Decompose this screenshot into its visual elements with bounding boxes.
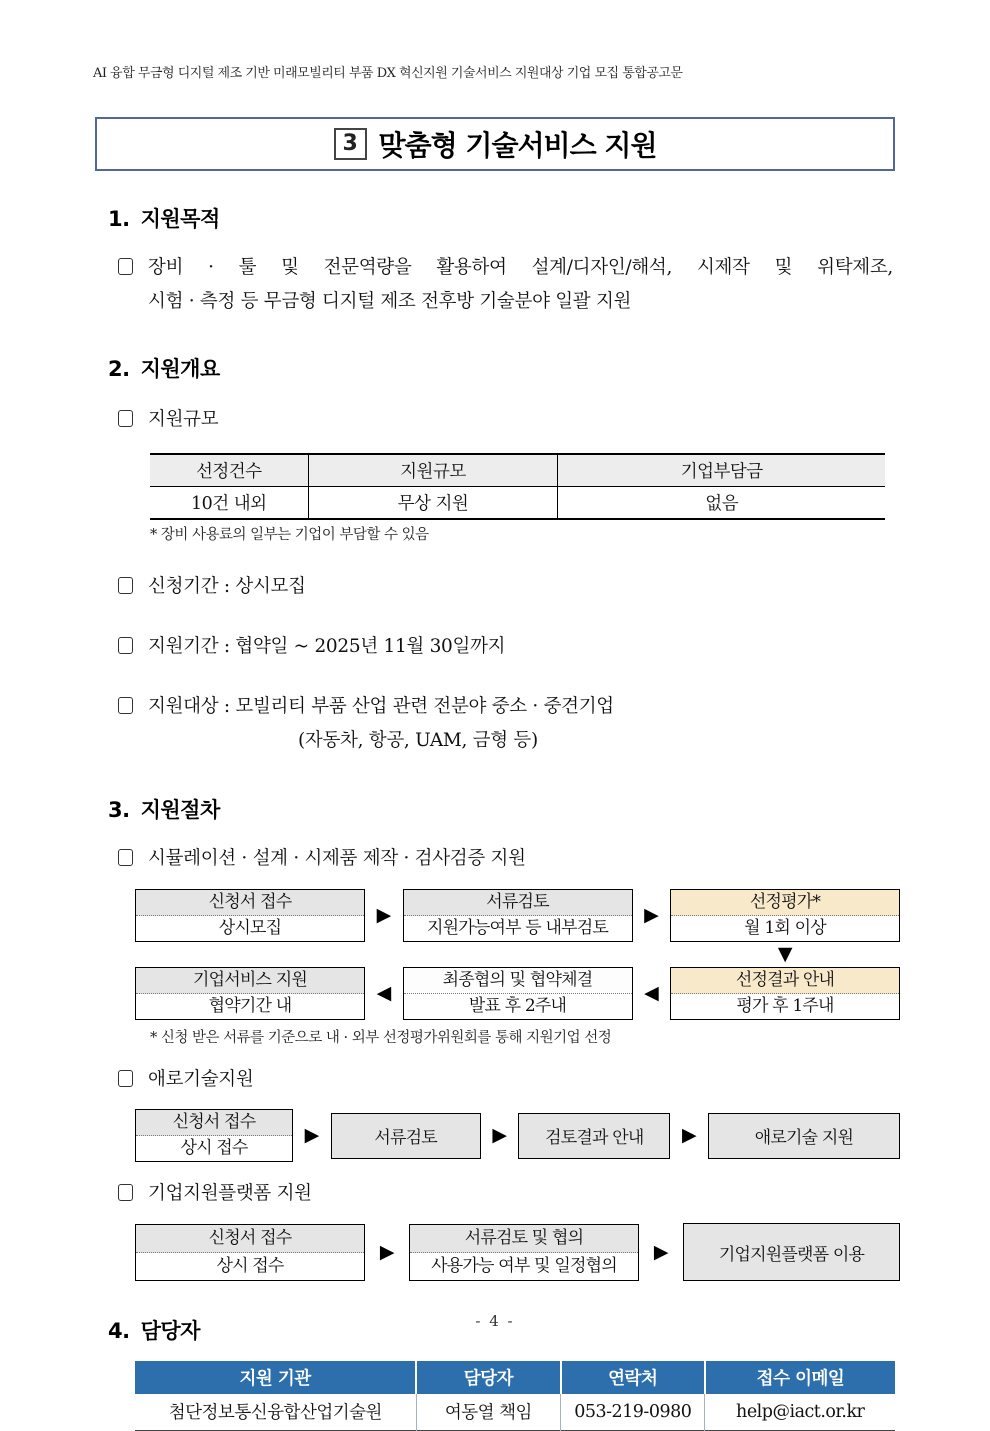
flow-box-platform-use: 기업지원플랫폼 이용 — [683, 1223, 900, 1281]
table-header-cell: 기업부담금 — [558, 454, 885, 487]
flow-box-desc: 상시모집 — [136, 916, 364, 941]
title-box — [95, 117, 895, 171]
arrow-right-icon: ▶ — [492, 1124, 507, 1146]
bullet-support-target — [118, 690, 990, 758]
square-bullet-icon — [118, 637, 133, 654]
support-scale-label: 지원규모 — [148, 409, 219, 430]
page-number: - 4 - — [475, 1312, 515, 1330]
section-4-number: 4. — [108, 1319, 130, 1343]
arrow-down-icon: ▼ — [777, 943, 793, 965]
contact-phone: 053-219-0980 — [561, 1394, 705, 1431]
square-bullet-icon — [118, 697, 133, 714]
page-title: 맞춤형 기술서비스 지원 — [378, 129, 657, 162]
flow-box-title: 신청서 접수 — [136, 1110, 292, 1136]
flow-row-3 — [135, 1109, 900, 1162]
table-header-cell: 지원규모 — [308, 454, 558, 487]
flow-box-title: 선정평가* — [671, 890, 899, 916]
table-cell: 없음 — [558, 487, 885, 520]
support-period-text: 지원기간 : 협약일 ~ 2025년 11월 30일까지 — [148, 636, 506, 657]
contact-email: help@iact.or.kr — [705, 1394, 895, 1431]
square-bullet-icon — [118, 849, 133, 866]
flow-box-desc: 평가 후 1주내 — [671, 994, 899, 1019]
flow-box-desc: 사용가능 여부 및 일정협의 — [410, 1253, 638, 1280]
support-scale-table — [150, 453, 885, 520]
section-2-title: 지원개요 — [140, 357, 220, 381]
flow-box-desc: 협약기간 내 — [136, 994, 364, 1019]
flow-down-connector — [135, 945, 900, 964]
section-4-title: 담당자 — [140, 1319, 200, 1343]
section-2-heading — [108, 353, 990, 383]
support-target-text — [148, 690, 893, 758]
arrow-right-icon: ▶ — [379, 1240, 395, 1263]
bullet-support-period — [118, 630, 990, 664]
flow-box-result-notice — [670, 967, 900, 1020]
contact-institution: 첨단정보통신융합산업기술원 — [135, 1394, 416, 1431]
square-bullet-icon — [118, 1070, 133, 1087]
flow-box-desc: 월 1회 이상 — [671, 916, 899, 941]
flow-box-title: 서류검토 — [404, 890, 632, 916]
flow-box-desc: 지원가능여부 등 내부검토 — [404, 916, 632, 941]
support-purpose-text — [148, 251, 893, 319]
table-header-row — [135, 1361, 895, 1394]
table-footnote: * 장비 사용료의 일부는 기업이 부담할 수 있음 — [150, 527, 429, 543]
square-bullet-icon — [118, 577, 133, 594]
flow-box-difficulty-support: 애로기술 지원 — [708, 1113, 900, 1159]
flow-box-application-receipt — [135, 1109, 293, 1162]
flow-footnote: * 신청 받은 서류를 기준으로 내 · 외부 선정평가위원회를 통해 지원기업 선정 — [150, 1030, 612, 1046]
flow-row-1 — [135, 889, 900, 942]
purpose-line-1: 장비 · 툴 및 전문역량을 활용하여 설계/디자인/해석, 시제작 및 위탁제조, — [148, 257, 893, 278]
arrow-right-icon: ▶ — [304, 1124, 319, 1146]
simulation-support-label: 시뮬레이션 · 설계 · 시제품 제작 · 검사검증 지원 — [148, 848, 526, 869]
square-bullet-icon — [118, 1184, 133, 1201]
bullet-technical-difficulty-support — [118, 1063, 990, 1097]
arrow-right-icon: ▶ — [644, 904, 659, 926]
square-bullet-icon — [118, 410, 133, 427]
flow-box-desc: 발표 후 2주내 — [404, 994, 632, 1019]
flow-box-document-review: 서류검토 — [331, 1113, 481, 1159]
section-1-number: 1. — [108, 207, 130, 231]
technical-difficulty-label: 애로기술지원 — [148, 1069, 254, 1090]
table-header-cell: 담당자 — [416, 1361, 560, 1394]
flow-box-document-review — [403, 889, 633, 942]
platform-support-label: 기업지원플랫폼 지원 — [148, 1183, 312, 1204]
flow-box-desc: 상시 접수 — [136, 1253, 364, 1280]
flow-box-title: 선정결과 안내 — [671, 968, 899, 994]
table-cell: 10건 내외 — [150, 487, 308, 520]
flow-box-desc: 상시 접수 — [136, 1136, 292, 1161]
table-cell: 무상 지원 — [308, 487, 558, 520]
flow-box-final-agreement — [403, 967, 633, 1020]
table-header-cell: 접수 이메일 — [705, 1361, 895, 1394]
application-period-text: 신청기간 : 상시모집 — [148, 576, 306, 597]
bullet-simulation-support — [118, 842, 990, 876]
table-header-cell: 선정건수 — [150, 454, 308, 487]
contact-table — [135, 1361, 895, 1431]
table-header-cell: 연락처 — [561, 1361, 705, 1394]
arrow-right-icon: ▶ — [376, 904, 391, 926]
flow-box-review-and-consult — [409, 1224, 639, 1281]
flow-row-2 — [135, 967, 900, 1020]
flow-box-title: 신청서 접수 — [136, 1225, 364, 1253]
purpose-line-2: 시험 · 측정 등 무금형 디지털 제조 전후방 기술분야 일괄 지원 — [148, 291, 632, 312]
flow-box-application-receipt — [135, 889, 365, 942]
doc-header-text: AI 융합 무금형 디지털 제조 기반 미래모빌리티 부품 DX 혁신지원 기술서비스 지원대상 기업 모집 통합공고문 — [93, 66, 683, 81]
table-header-row — [150, 454, 885, 487]
contact-person: 여동열 책임 — [416, 1394, 560, 1431]
target-line-2: (자동차, 항공, UAM, 금형 등) — [298, 730, 538, 751]
section-3-number: 3. — [108, 798, 130, 822]
square-bullet-icon — [118, 258, 133, 275]
section-1-title: 지원목적 — [140, 207, 220, 231]
target-line-1: 지원대상 : 모빌리티 부품 산업 관련 전분야 중소 · 중견기업 — [148, 696, 614, 717]
section-3-title: 지원절차 — [140, 798, 220, 822]
bullet-platform-support — [118, 1177, 990, 1211]
flow-box-selection-evaluation — [670, 889, 900, 942]
down-arrow-cell — [670, 945, 900, 964]
bullet-support-scale — [118, 403, 990, 437]
section-2-number: 2. — [108, 357, 130, 381]
title-number-box: 3 — [334, 128, 367, 160]
bullet-application-period — [118, 570, 990, 604]
flow-box-review-result: 검토결과 안내 — [518, 1113, 670, 1159]
flow-row-4 — [135, 1223, 900, 1281]
flow-box-application-receipt — [135, 1224, 365, 1281]
bullet-support-purpose — [118, 251, 990, 319]
table-row — [150, 487, 885, 520]
flow-box-company-service — [135, 967, 365, 1020]
section-1-heading — [108, 203, 990, 233]
arrow-right-icon: ▶ — [681, 1124, 697, 1146]
section-3-heading — [108, 794, 990, 824]
arrow-left-icon: ◀ — [376, 982, 391, 1004]
arrow-left-icon: ◀ — [644, 982, 659, 1004]
flow-box-title: 기업서비스 지원 — [136, 968, 364, 994]
flow-box-title: 서류검토 및 협의 — [410, 1225, 638, 1253]
table-row — [135, 1394, 895, 1431]
flow-box-title: 신청서 접수 — [136, 890, 364, 916]
arrow-right-icon: ▶ — [653, 1240, 669, 1263]
flow-box-title: 최종협의 및 협약체결 — [404, 968, 632, 994]
table-header-cell: 지원 기관 — [135, 1361, 416, 1394]
